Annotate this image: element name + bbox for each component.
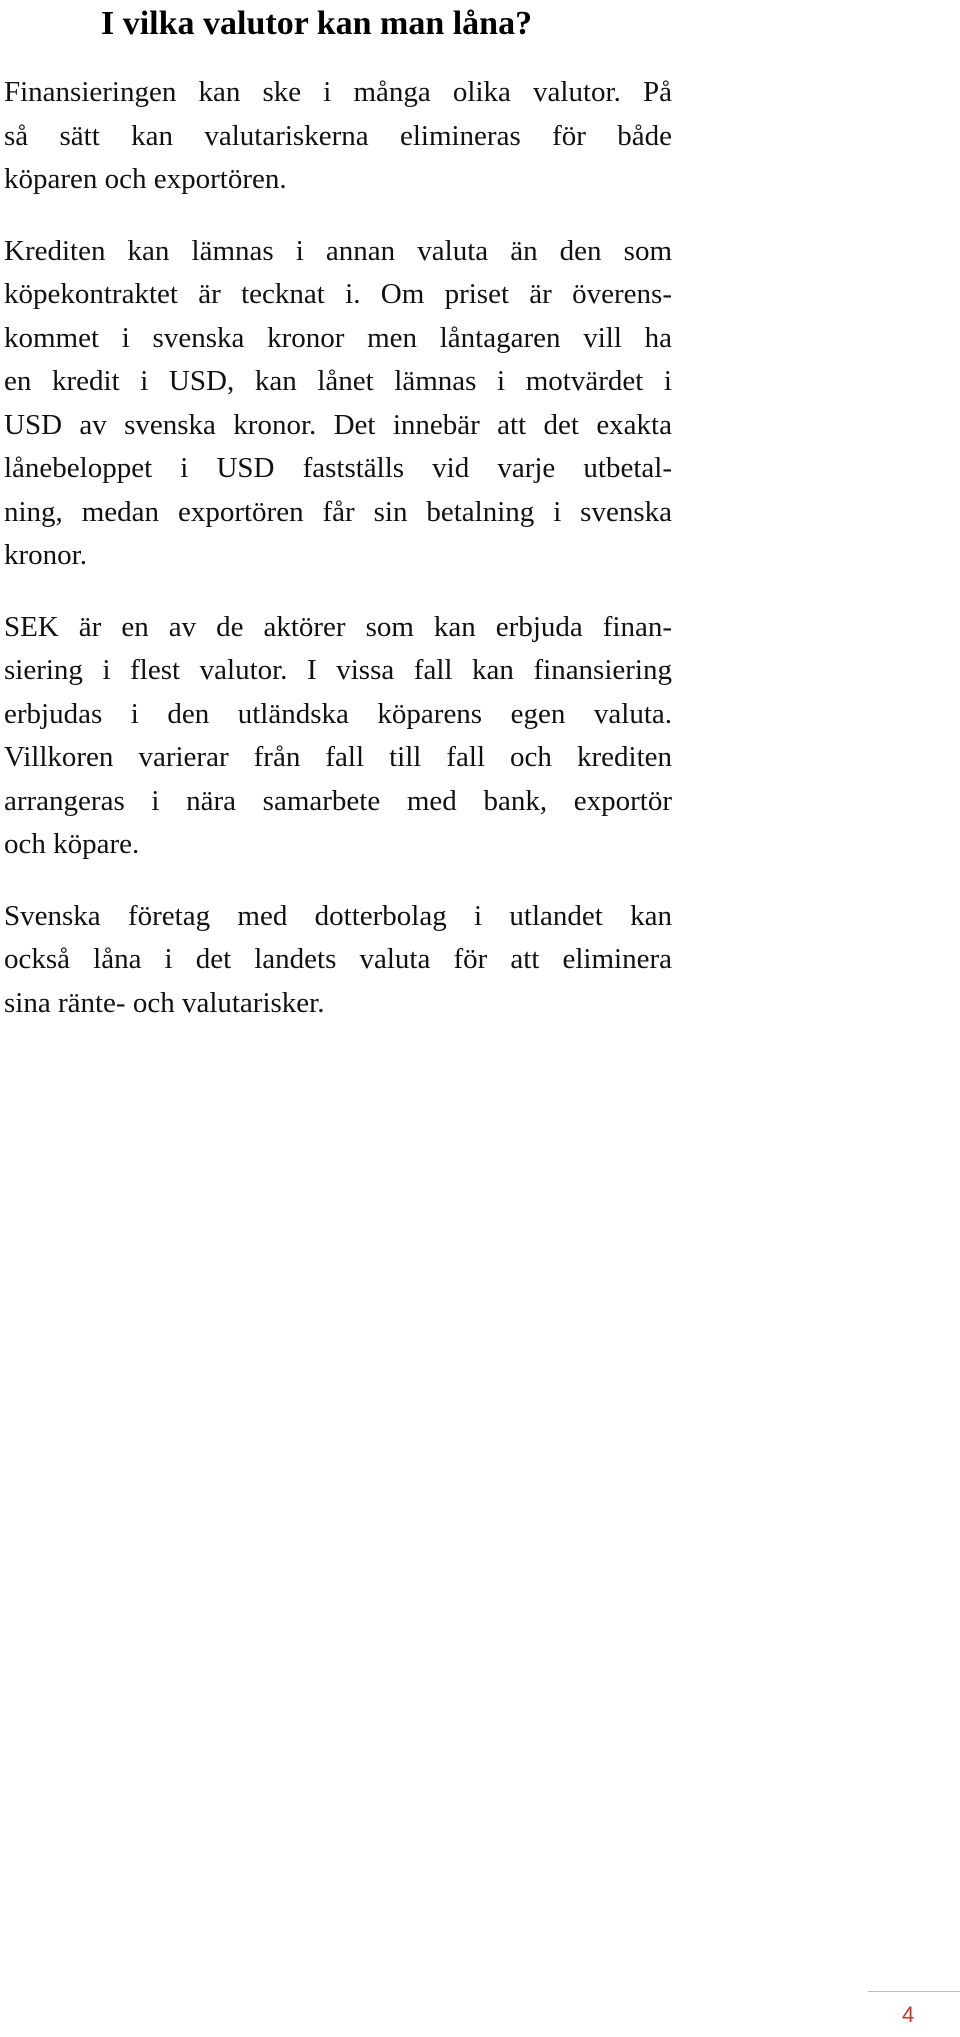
text-line: lånebeloppet i USD fastställs vid varje utbetal- [4, 452, 672, 484]
text-line: också låna i det landets valuta för att eliminera [4, 943, 672, 975]
section-heading: I vilka valutor kan man låna? [101, 5, 533, 42]
text-line: Finansieringen kan ske i många olika valutor. På [4, 76, 672, 108]
text-line: SEK är en av de aktörer som kan erbjuda finan- [4, 610, 672, 643]
text-line: kronor. [4, 539, 87, 571]
paragraph-sek [4, 606, 672, 867]
text-line: kommet i svenska kronor men låntagaren vill ha [4, 321, 672, 354]
body-text [4, 71, 672, 1053]
text-line: arrangeras i nära samarbete med bank, exportör [4, 784, 672, 817]
text-line: Svenska företag med dotterbolag i utlandet kan [4, 899, 672, 932]
text-line: köpekontraktet är tecknat i. Om priset är överens- [4, 278, 672, 310]
text-line: ning, medan exportören får sin betalning i svenska [4, 495, 672, 528]
text-line: så sätt kan valutariskerna elimineras för både [4, 119, 672, 152]
footer-divider [868, 1991, 960, 1992]
paragraph-currencies [4, 71, 672, 202]
text-line: erbjudas i den utländska köparens egen valuta. [4, 697, 672, 730]
text-line: siering i flest valutor. I vissa fall kan finansiering [4, 654, 672, 686]
text-line: en kredit i USD, kan lånet lämnas i motvärdet i [4, 365, 672, 397]
text-line: USD av svenska kronor. Det innebär att det exakta [4, 408, 672, 441]
text-line: köparen och exportören. [4, 163, 287, 195]
text-line: Krediten kan lämnas i annan valuta än den som [4, 234, 672, 267]
text-line: sina ränte- och valutarisker. [4, 986, 325, 1019]
page-number: 4 [902, 2002, 915, 2027]
paragraph-subsidiaries [4, 895, 672, 1026]
text-line: och köpare. [4, 828, 140, 860]
text-line: Villkoren varierar från fall till fall och krediten [4, 741, 672, 773]
paragraph-loan-currency [4, 230, 672, 578]
